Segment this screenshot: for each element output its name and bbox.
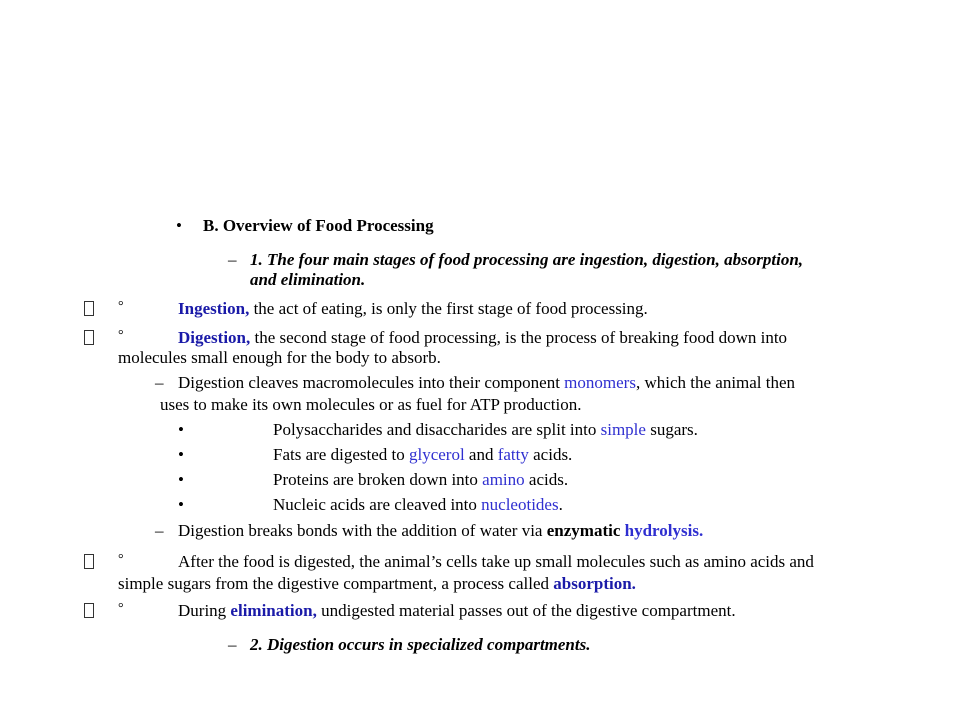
example-text: and: [464, 445, 498, 464]
example-term: simple: [600, 420, 646, 439]
hydrolysis-dash: –: [155, 521, 164, 540]
absorption-line1: After the food is digested, the animal’s cells take up small molecules such as amino acids and: [178, 552, 814, 571]
subheading-1-dash: –: [228, 250, 237, 269]
ingestion-paragraph: [178, 298, 648, 320]
example-item: [273, 419, 698, 441]
cleaves-text-pre: Digestion cleaves macromolecules into their component: [178, 373, 565, 392]
example-bullet: •: [178, 420, 184, 439]
elimination-line: [178, 600, 736, 622]
hydrolysis-text: Digestion breaks bonds with the addition of water via: [178, 521, 547, 540]
section-heading: B. Overview of Food Processing: [203, 216, 434, 235]
ingestion-term: Ingestion,: [178, 299, 250, 318]
example-text: Nucleic acids are cleaved into: [273, 495, 482, 514]
example-text: Fats are digested to: [273, 445, 409, 464]
absorption-marker: °: [118, 552, 124, 567]
hydrolysis-line: [178, 520, 703, 542]
example-term: glycerol: [408, 445, 465, 464]
absorption-line2: [118, 573, 636, 595]
cleaves-dash: –: [155, 373, 164, 392]
example-item: [273, 494, 563, 516]
digestion-paragraph-line1: [178, 327, 787, 349]
example-text: sugars.: [645, 420, 698, 439]
example-term: nucleotides: [481, 495, 559, 514]
hydrolysis-term: hydrolysis.: [624, 521, 704, 540]
example-bullet: •: [178, 445, 184, 464]
absorption-text: simple sugars from the digestive compartment, a process called: [118, 574, 554, 593]
absorption-term: absorption.: [553, 574, 636, 593]
example-text: Polysaccharides and disaccharides are split into: [273, 420, 601, 439]
enzymatic-term: enzymatic: [546, 521, 621, 540]
digestion-marker: °: [118, 328, 124, 343]
subheading-2: 2. Digestion occurs in specialized compartments.: [250, 635, 591, 654]
elimination-text: During: [178, 601, 231, 620]
ingestion-text: the act of eating, is only the first stage of food processing.: [249, 299, 648, 318]
subheading-1-line2: and elimination.: [250, 270, 366, 289]
heading-bullet: •: [176, 216, 182, 235]
example-term: fatty: [497, 445, 529, 464]
example-item: [273, 444, 572, 466]
cleaves-line1: [178, 372, 795, 394]
cleaves-line2: uses to make its own molecules or as fuel for ATP production.: [160, 395, 582, 414]
digestion-text: the second stage of food processing, is the process of breaking food down into: [250, 328, 788, 347]
missing-glyph-icon: [84, 554, 94, 569]
example-bullet: •: [178, 495, 184, 514]
example-text: .: [558, 495, 563, 514]
digestion-paragraph-line2: molecules small enough for the body to absorb.: [118, 348, 441, 367]
cleaves-text-post: , which the animal then: [635, 373, 796, 392]
monomers-term: monomers: [564, 373, 636, 392]
subheading-2-dash: –: [228, 635, 237, 654]
digestion-term: Digestion,: [178, 328, 251, 347]
example-text: acids.: [524, 470, 569, 489]
example-text: acids.: [528, 445, 573, 464]
elimination-marker: °: [118, 601, 124, 616]
elimination-term: elimination,: [230, 601, 317, 620]
missing-glyph-icon: [84, 603, 94, 618]
elimination-text: undigested material passes out of the digestive compartment.: [316, 601, 736, 620]
example-text: Proteins are broken down into: [273, 470, 483, 489]
example-item: [273, 469, 568, 491]
missing-glyph-icon: [84, 301, 94, 316]
example-bullet: •: [178, 470, 184, 489]
example-term: amino: [482, 470, 525, 489]
subheading-1-line1: 1. The four main stages of food processing are ingestion, digestion, absorption,: [250, 250, 804, 269]
ingestion-marker: °: [118, 299, 124, 314]
missing-glyph-icon: [84, 330, 94, 345]
